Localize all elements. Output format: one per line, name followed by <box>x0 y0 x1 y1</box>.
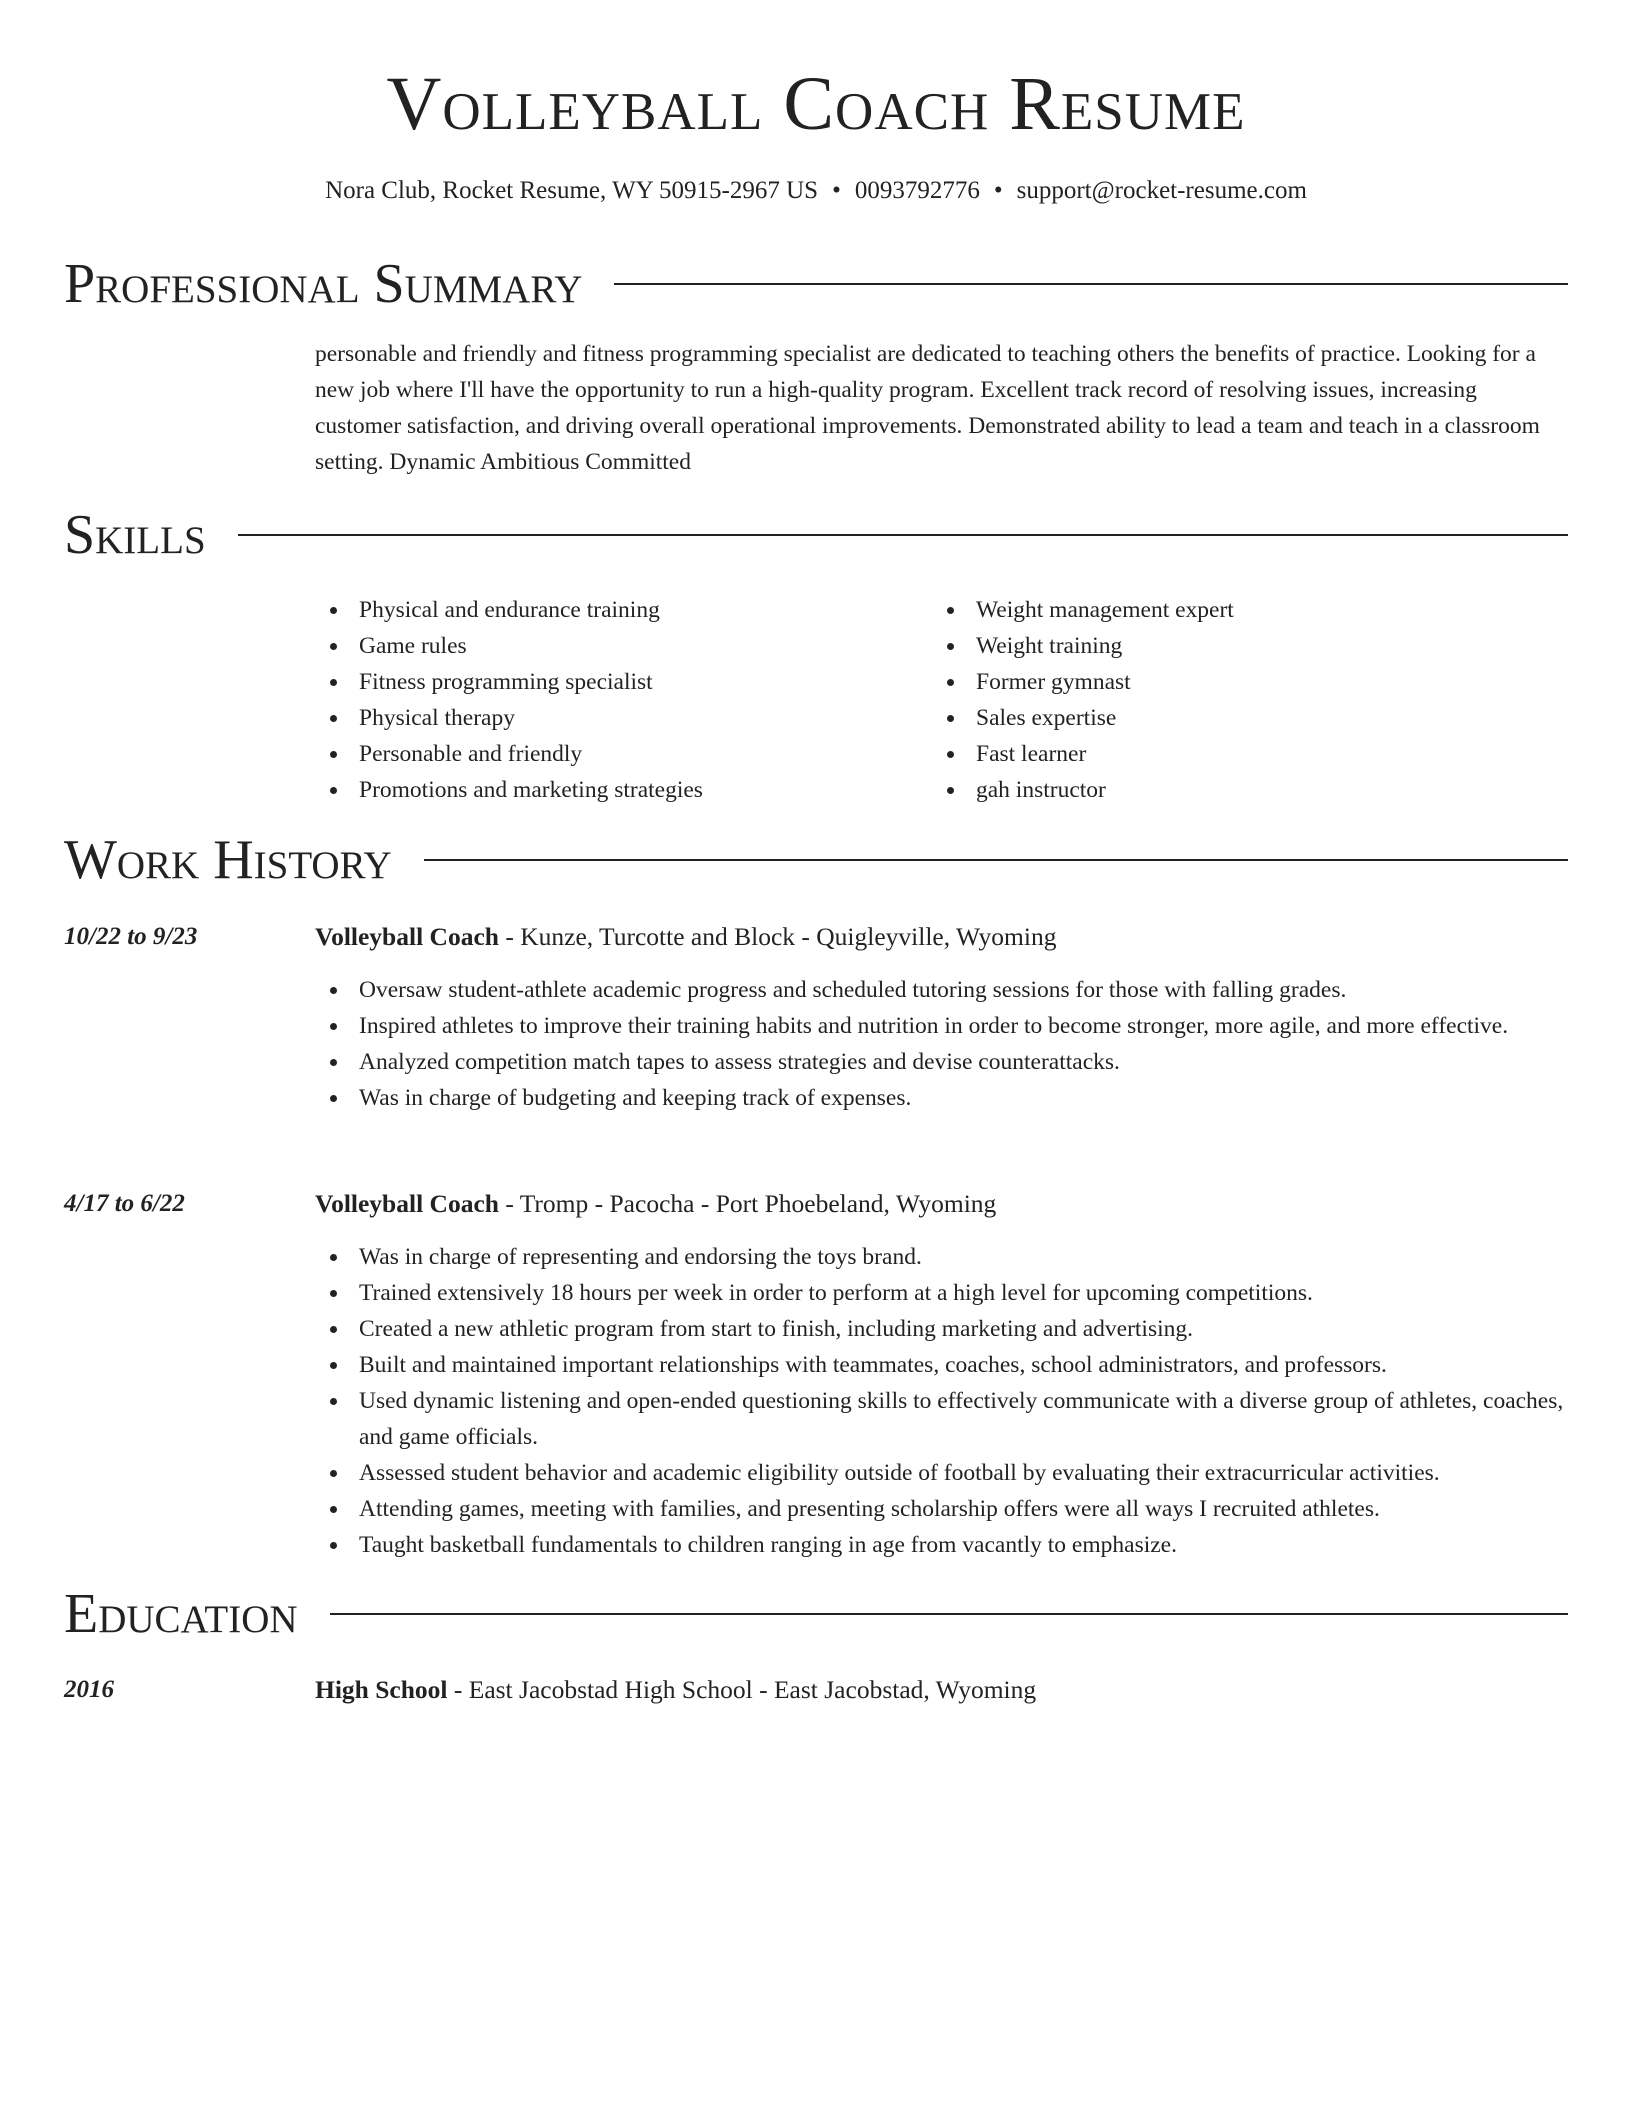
job-employer-location: - Tromp - Pacocha - Port Phoebeland, Wyoming <box>498 1189 997 1218</box>
job-title: Volleyball Coach <box>315 922 499 951</box>
job-heading <box>315 919 1565 955</box>
job-employer-location: - Kunze, Turcotte and Block - Quigleyville, Wyoming <box>498 922 1057 951</box>
skills-heading: Skills <box>64 504 206 566</box>
responsibility-item: Attending games, meeting with families, and presenting scholarship offers were all ways I recruited athletes. <box>315 1491 1565 1527</box>
skills-section-header <box>64 503 1568 567</box>
responsibility-item: Used dynamic listening and open-ended questioning skills to effectively communicate with a diverse group of athletes, coaches, and game officials. <box>315 1383 1565 1455</box>
resume-title: Volleyball Coach Resume <box>386 62 1246 146</box>
contact-separator: • <box>993 177 1003 204</box>
contact-address: Nora Club, Rocket Resume, WY 50915-2967 US <box>325 177 819 204</box>
skill-item: gah instructor <box>932 772 1562 808</box>
work-section-header <box>64 828 1568 892</box>
summary-section-header <box>64 252 1568 316</box>
responsibility-item: Built and maintained important relationships with teammates, coaches, school administrators, and professors. <box>315 1347 1565 1383</box>
skill-item: Game rules <box>315 628 915 664</box>
skills-column-left <box>315 592 915 808</box>
education-year: 2016 <box>64 1676 114 1703</box>
responsibility-item: Created a new athletic program from start to finish, including marketing and advertising. <box>315 1311 1565 1347</box>
work-heading: Work History <box>64 829 392 891</box>
responsibility-item: Analyzed competition match tapes to assess strategies and devise counterattacks. <box>315 1044 1565 1080</box>
skills-column-right <box>932 592 1562 808</box>
summary-heading: Professional Summary <box>64 253 583 315</box>
skill-item: Promotions and marketing strategies <box>315 772 915 808</box>
responsibility-item: Inspired athletes to improve their training habits and nutrition in order to become stronger, more agile, and more effective. <box>315 1008 1565 1044</box>
education-entry <box>315 1672 1565 1708</box>
responsibility-item: Taught basketball fundamentals to children ranging in age from vacantly to emphasize. <box>315 1527 1565 1563</box>
skill-item: Former gymnast <box>932 664 1562 700</box>
responsibility-item: Was in charge of budgeting and keeping track of expenses. <box>315 1080 1565 1116</box>
responsibility-item: Was in charge of representing and endorsing the toys brand. <box>315 1239 1565 1275</box>
summary-text: personable and friendly and fitness programming specialist are dedicated to teaching others the benefits of practice. Looking for a new job where I'll have the opportunity to run a high-quality program. Excellent track record of resolving issues, increasing customer satisfaction, and driving overall operational improvements. Demonstrated ability to lead a team and teach in a classroom setting. Dynamic Ambitious Committed <box>315 341 1540 475</box>
job-heading <box>315 1186 1565 1222</box>
section-divider <box>330 1613 1568 1615</box>
responsibility-item: Assessed student behavior and academic eligibility outside of football by evaluating their extracurricular activities. <box>315 1455 1565 1491</box>
responsibility-item: Trained extensively 18 hours per week in order to perform at a high level for upcoming competitions. <box>315 1275 1565 1311</box>
job-title: Volleyball Coach <box>315 1189 499 1218</box>
skill-item: Physical therapy <box>315 700 915 736</box>
skill-item: Fitness programming specialist <box>315 664 915 700</box>
section-divider <box>424 859 1568 861</box>
skill-item: Weight training <box>932 628 1562 664</box>
section-divider <box>238 534 1568 536</box>
job-dates: 4/17 to 6/22 <box>64 1190 185 1217</box>
skill-item: Personable and friendly <box>315 736 915 772</box>
job-responsibilities <box>315 1239 1565 1563</box>
contact-line <box>0 174 1632 208</box>
contact-email: support@rocket-resume.com <box>1016 177 1307 204</box>
contact-phone: 0093792776 <box>854 177 980 204</box>
job-dates: 10/22 to 9/23 <box>64 923 198 950</box>
skill-item: Fast learner <box>932 736 1562 772</box>
education-section-header <box>64 1582 1568 1646</box>
education-degree: High School <box>315 1675 448 1704</box>
education-heading: Education <box>64 1583 298 1645</box>
skill-item: Weight management expert <box>932 592 1562 628</box>
education-school-location: - East Jacobstad High School - East Jacobstad, Wyoming <box>447 1675 1037 1704</box>
contact-separator: • <box>832 177 841 204</box>
skill-item: Physical and endurance training <box>315 592 915 628</box>
job-responsibilities <box>315 972 1565 1116</box>
section-divider <box>614 283 1568 285</box>
skill-item: Sales expertise <box>932 700 1562 736</box>
responsibility-item: Oversaw student-athlete academic progress and scheduled tutoring sessions for those with falling grades. <box>315 972 1565 1008</box>
